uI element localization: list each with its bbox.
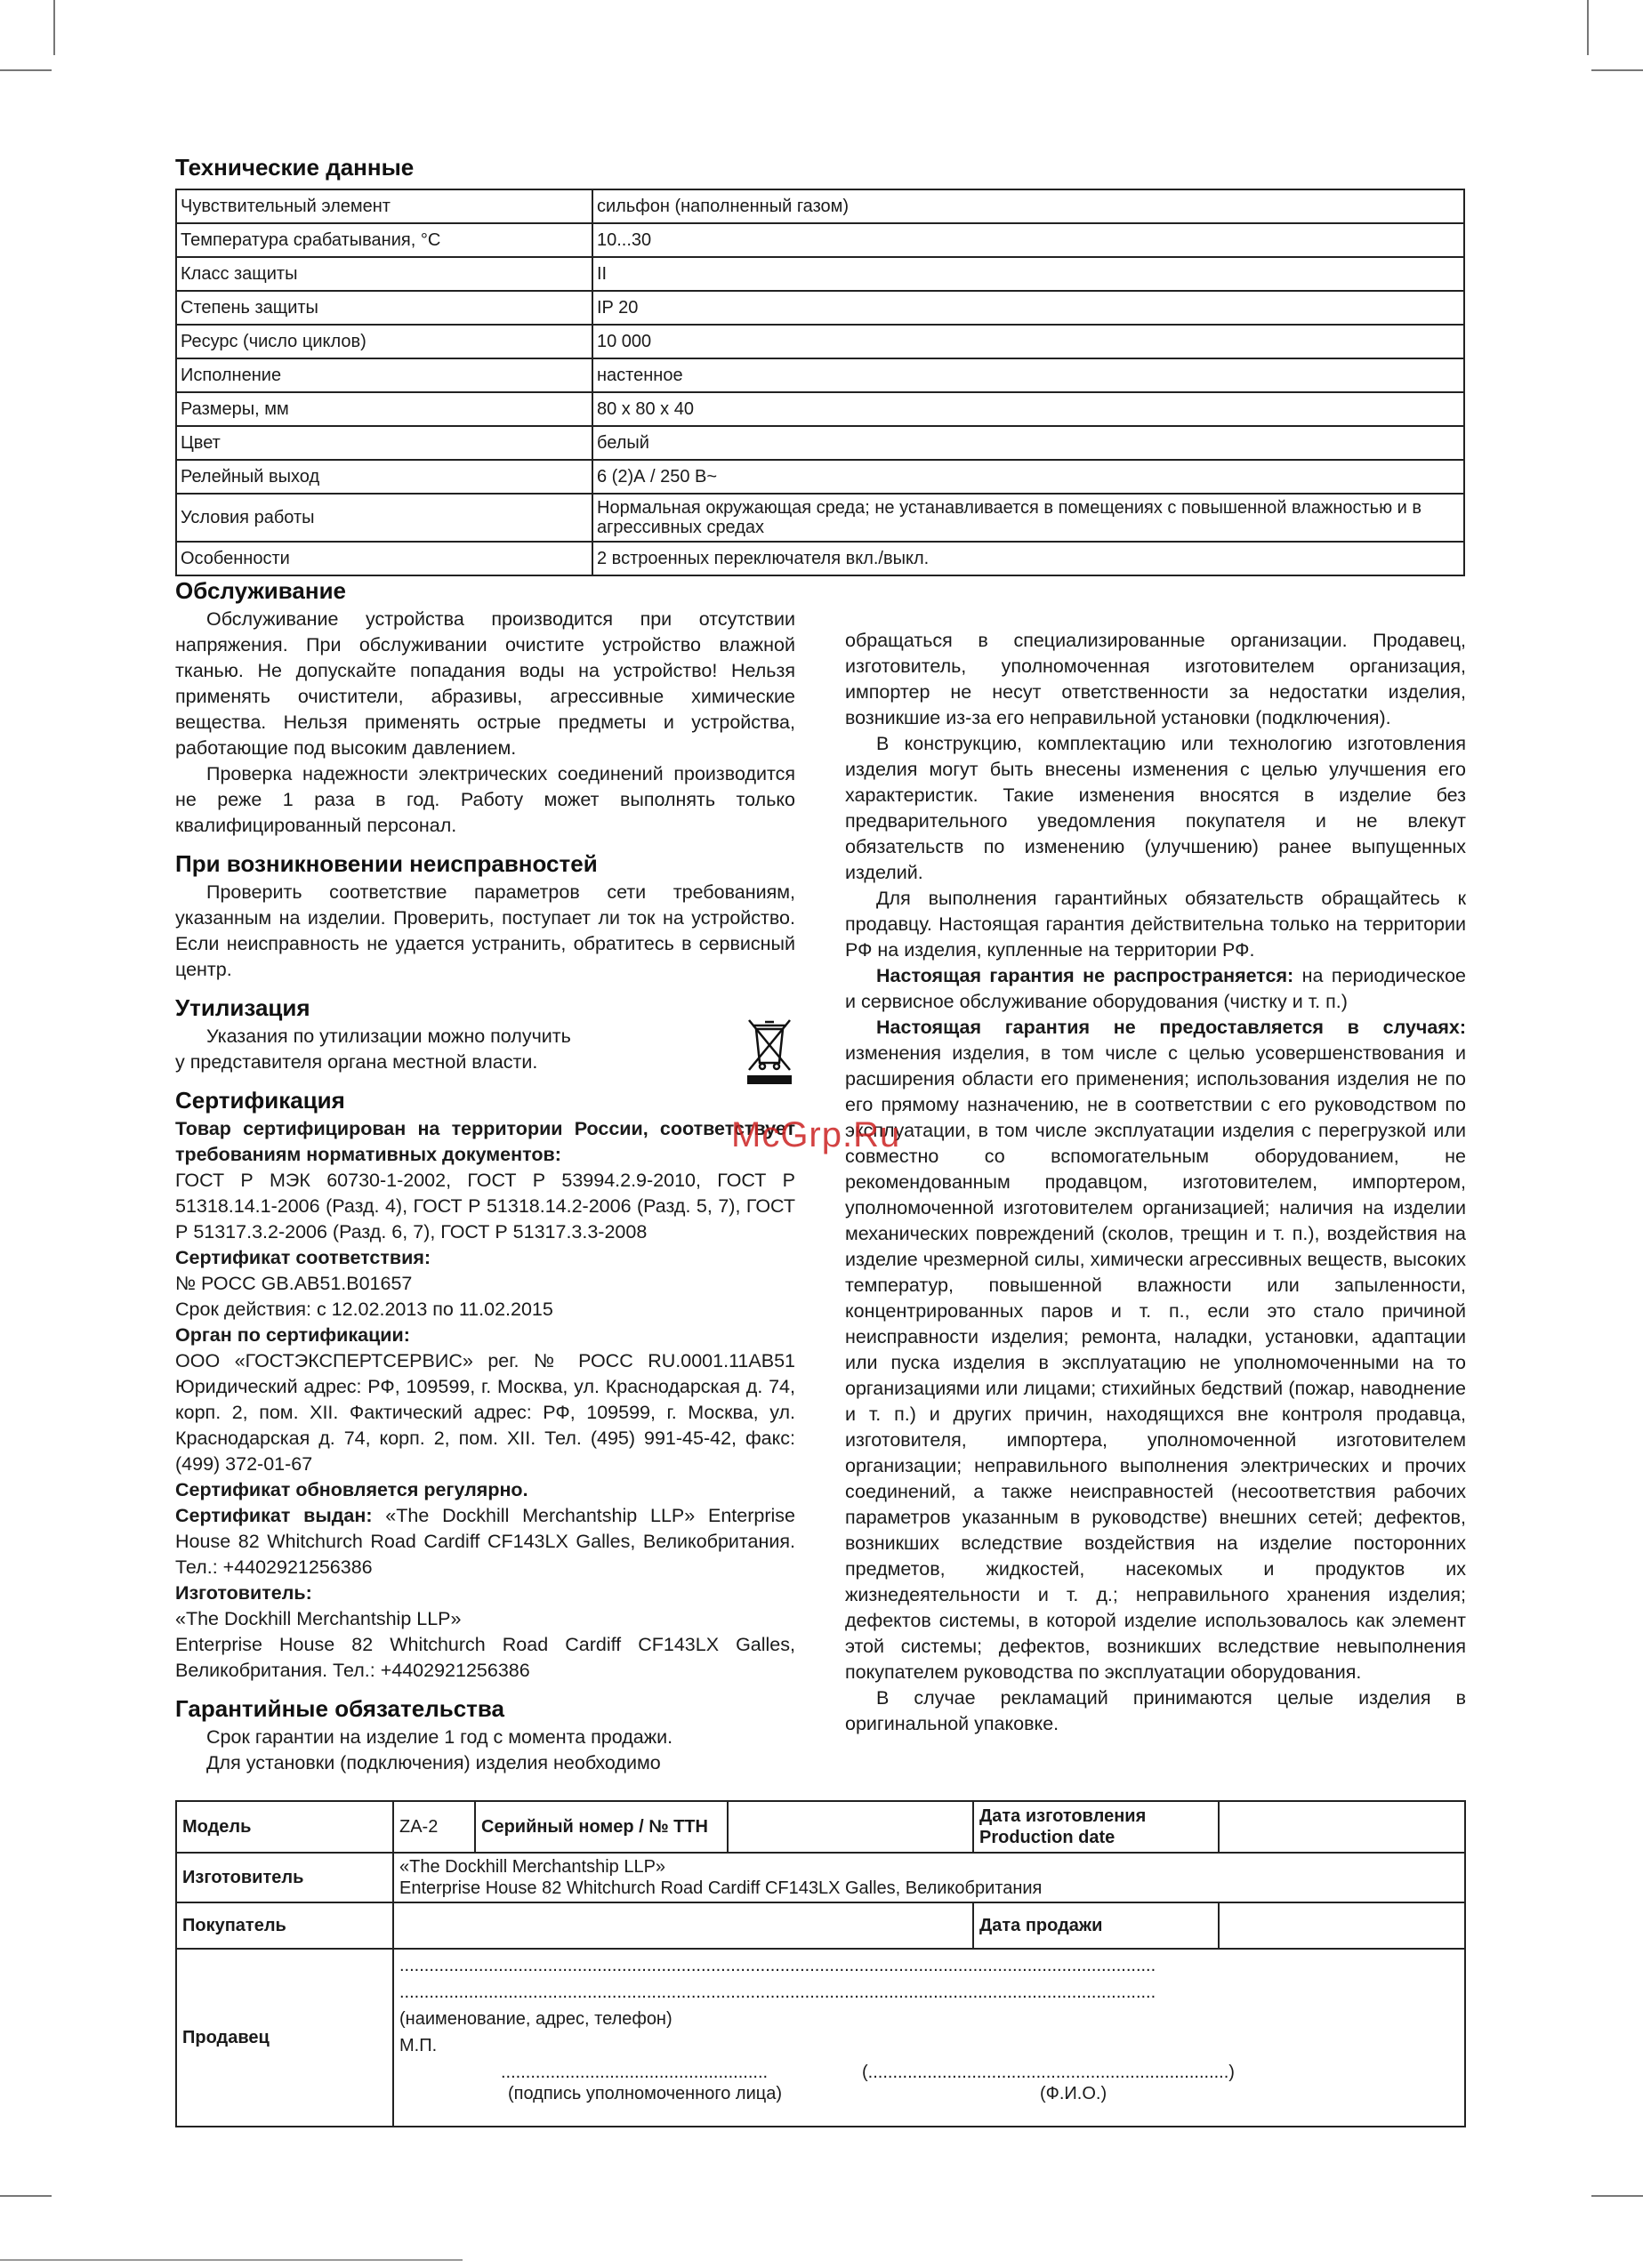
weee-bin-icon (745, 1017, 793, 1086)
table-row (176, 542, 1464, 575)
disposal-line: Указания по утилизации можно получить (206, 1025, 571, 1047)
crop-mark (1591, 69, 1643, 71)
date-made-value (1219, 1801, 1465, 1853)
spec-value: IP 20 (592, 291, 1464, 325)
fault-paragraph: Проверить соответствие параметров сети требованиям, указанным на изделии. Проверить, поступает ли ток на устройство. Если неисправность не удается устранить, обратитесь в сервисный центр. (175, 881, 795, 980)
warranty-paragraph: Для установки (подключения) изделия необходимо (206, 1752, 661, 1773)
table-row (176, 1902, 1465, 1949)
table-row (176, 189, 1464, 223)
signature-hint: (подпись уполномоченного лица) (508, 2084, 782, 2103)
spec-key: Степень защиты (176, 291, 592, 325)
serial-value (728, 1801, 973, 1853)
seller-value (393, 1949, 1465, 2127)
crop-mark (53, 0, 55, 55)
spec-value: Нормальная окружающая среда; не устанавливается в помещениях с повышенной влажностью и в агрессивных средах (592, 494, 1464, 542)
warranty-paragraph: обращаться в специализированные организации. Продавец, изготовитель, уполномоченная изготовителем организация, импортер не несут ответственности за недостатки изделия, возникшие из-за его неправильной установки (подключения). (845, 630, 1466, 728)
cert-maker-text: Enterprise House 82 Whitchurch Road Cardiff CF143LX Galles, Великобритания. Тел.: +4402921256386 (175, 1634, 795, 1681)
left-column (175, 576, 795, 1776)
cert-issued-label: Сертификат выдан: (175, 1505, 373, 1526)
cert-label: Сертификат соответствия: (175, 1247, 431, 1268)
crop-mark (1587, 0, 1589, 55)
watermark: McGrp.Ru (731, 1115, 901, 1154)
sale-date-value (1219, 1902, 1465, 1949)
cert-number: № РОСС GB.AB51.B01657 (175, 1273, 413, 1294)
fio-hint: (Ф.И.О.) (1040, 2084, 1107, 2103)
cert-title: Сертификация (175, 1087, 345, 1114)
disposal-line: у представителя органа местной власти. (175, 1051, 538, 1073)
warranty-card (175, 1800, 1466, 2127)
spec-key: Температура срабатывания, °С (176, 223, 592, 257)
table-row (176, 1853, 1465, 1902)
fault-title: При возникновении неисправностей (175, 850, 598, 877)
warranty-paragraph (845, 963, 1466, 1015)
spec-key: Чувствительный элемент (176, 189, 592, 223)
warranty-title: Гарантийные обязательства (175, 1695, 504, 1722)
spec-value: 2 встроенных переключателя вкл./выкл. (592, 542, 1464, 575)
dotted-line: ......................................................................................................................................................... (399, 1982, 1156, 2002)
model-label: Модель (176, 1801, 393, 1853)
spec-value: 10...30 (592, 223, 1464, 257)
spec-key: Релейный выход (176, 460, 592, 494)
table-row (176, 325, 1464, 358)
table-row (176, 223, 1464, 257)
sale-date-label: Дата продажи (973, 1902, 1219, 1949)
table-row (176, 460, 1464, 494)
table-row (176, 494, 1464, 542)
cert-body-text: ООО «ГОСТЭКСПЕРТСЕРВИС» рег. № РОСС RU.0001.11AB51 Юридический адрес: РФ, 109599, г. Москва, ул. Краснодарская д. 74, корп. 2, пом. XII. Фактический адрес: РФ, 109599, г. Москва, ул. Краснодарская д. 74, корп. 2, пом. XII. Тел. (495) 991-45-42, факс: (499) 372-01-67 (175, 1350, 795, 1475)
table-row (176, 291, 1464, 325)
buyer-value (393, 1902, 973, 1949)
cert-validity: Срок действия: с 12.02.2013 по 11.02.2015 (175, 1299, 553, 1320)
warranty-paragraph: В конструкцию, комплектацию или технологию изготовления изделия могут быть внесены изменения с целью улучшения его характеристик. Такие изменения вносятся в изделие без предварительного уведомления покупателя и не влекут обязательств по изменению (улучшению) ранее выпущенных изделий. (845, 733, 1466, 883)
table-row (176, 257, 1464, 291)
crop-mark (0, 2195, 52, 2197)
spec-key: Особенности (176, 542, 592, 575)
dotted-line: ......................................................................................................................................................... (399, 1956, 1156, 1975)
table-row (176, 358, 1464, 392)
buyer-label: Покупатель (176, 1902, 393, 1949)
maker-label: Изготовитель (176, 1853, 393, 1902)
warranty-paragraph: Для выполнения гарантийных обязательств обращайтесь к продавцу. Настоящая гарантия действительна только на территории РФ на изделия, купленные на территории РФ. (845, 888, 1466, 961)
maker-line: Enterprise House 82 Whitchurch Road Cardiff CF143LX Galles, Великобритания (399, 1878, 1043, 1898)
spec-value: настенное (592, 358, 1464, 392)
spec-value: белый (592, 426, 1464, 460)
spec-value: 80 х 80 х 40 (592, 392, 1464, 426)
cert-standards: ГОСТ Р МЭК 60730-1-2002, ГОСТ Р 53994.2.9-2010, ГОСТ Р 51318.14.1-2006 (Разд. 4), ГОСТ Р 51318.14.2-2006 (Разд. 5, 7), ГОСТ Р 51317.3.2-2006 (Разд. 6, 7), ГОСТ Р 51317.3.3-2008 (175, 1170, 795, 1243)
stamp-label: М.П. (399, 2036, 438, 2055)
cert-intro: Товар сертифицирован на территории России, соответствует требованиям нормативных документов: (175, 1118, 795, 1165)
spec-value: сильфон (наполненный газом) (592, 189, 1464, 223)
crop-mark (1591, 2195, 1643, 2197)
maker-line: «The Dockhill Merchantship LLP» (399, 1857, 666, 1877)
name-hint: (наименование, адрес, телефон) (399, 2009, 673, 2029)
serial-label: Серийный номер / № ТТН (475, 1801, 728, 1853)
service-paragraph: Проверка надежности электрических соединений производится не реже 1 раза в год. Работу может выполнять только квалифицированный персонал. (175, 763, 795, 836)
warranty-text: изменения изделия, в том числе с целью усовершенствования и расширения области его применения; использования изделия не по его прямому назначению, не в соответствии с его руководством по эксплуатации, в том числе эксплуатации изделия с перегрузкой или совместно со вспомогательным оборудованием, не рекомендованным продавцом, изготовителем, импортером, уполномоченной изготовителем организацией; наличия на изделии механических повреждений (сколов, трещин и т. п.), воздействия на изделие чрезмерной силы, химически агрессивных веществ, высоких температур, повышенной влажности или запыленности, концентрированных паров и т. п., если это стало причиной неисправности изделия; ремонта, наладки, установки, адаптации или пуска изделия в эксплуатацию не уполномоченными на то организациями или лицами; стихийных бедствий (пожар, наводнение и т. п.) и других причин, находящихся вне контроля продавца, изготовителя, импортера, уполномоченной изготовителем организации; неправильного выполнения электрических и прочих соединений, а также неисправностей (несоответствия рабочих параметров указанным в руководстве) внешних сетей; дефектов, возникших вследствие воздействия на изделие посторонних предметов, жидкостей, насекомых и продуктов их жизнедеятельности и т. д.; неправильного хранения изделия; дефектов системы, в которой изделие использовалось как элемент этой системы; дефектов, возникших вследствие невыполнения покупателем руководства по эксплуатации оборудования. (845, 1042, 1466, 1683)
cert-issued (175, 1503, 795, 1580)
cert-maker-name: «The Dockhill Merchantship LLP» (175, 1608, 462, 1629)
maker-value (393, 1853, 1465, 1902)
tech-title: Технические данные (175, 154, 415, 181)
spec-value: II (592, 257, 1464, 291)
spec-key: Исполнение (176, 358, 592, 392)
warranty-paragraph: Срок гарантии на изделие 1 год с момента продажи. (206, 1726, 673, 1748)
footer-rule (0, 2259, 463, 2261)
model-value: ZA-2 (393, 1801, 475, 1853)
fio-dots: (.........................................................................) (862, 2063, 1235, 2082)
cert-body-label: Орган по сертификации: (175, 1324, 410, 1346)
signature-dots: ...................................................... (501, 2063, 769, 2082)
tech-table (175, 189, 1465, 576)
spec-key: Условия работы (176, 494, 592, 542)
spec-key: Ресурс (число циклов) (176, 325, 592, 358)
cert-issued-text: «The Dockhill Merchantship LLP» Enterprise House 82 Whitchurch Road Cardiff CF143LX Galles, Великобритания. Тел.: +4402921256386 (175, 1505, 795, 1578)
spec-key: Размеры, мм (176, 392, 592, 426)
service-title: Обслуживание (175, 577, 347, 604)
crop-mark (0, 69, 52, 71)
table-row (176, 426, 1464, 460)
disposal-title: Утилизация (175, 994, 310, 1021)
warranty-bold: Настоящая гарантия не распространяется: (876, 965, 1294, 986)
table-row (176, 392, 1464, 426)
spec-key: Цвет (176, 426, 592, 460)
table-row (176, 1949, 1465, 2127)
spec-value: 6 (2)А / 250 В~ (592, 460, 1464, 494)
signature-row (399, 2056, 1459, 2104)
spec-key: Класс защиты (176, 257, 592, 291)
warranty-paragraph: В случае рекламаций принимаются целые изделия в оригинальной упаковке. (845, 1687, 1466, 1734)
warranty-bold: Настоящая гарантия не предоставляется в случаях: (876, 1017, 1466, 1038)
cert-maker-label: Изготовитель: (175, 1582, 312, 1604)
warranty-paragraph (845, 1015, 1466, 1685)
spec-value: 10 000 (592, 325, 1464, 358)
date-made-label: Дата изготовления Production date (973, 1801, 1219, 1853)
cert-renewed: Сертификат обновляется регулярно. (175, 1479, 528, 1500)
warranty-text: на периодическое и сервисное обслуживание оборудования (чистку и т. п.) (845, 965, 1466, 1012)
table-row (176, 1801, 1465, 1853)
right-column (845, 628, 1466, 1737)
seller-label: Продавец (176, 1949, 393, 2127)
service-paragraph: Обслуживание устройства производится при отсутствии напряжения. При обслуживании очистите устройство влажной тканью. Не допускайте попадания воды на устройство! Нельзя применять очистители, абразивы, агрессивные химические вещества. Нельзя применять острые предметы и устройства, работающие под высоким давлением. (175, 608, 795, 759)
